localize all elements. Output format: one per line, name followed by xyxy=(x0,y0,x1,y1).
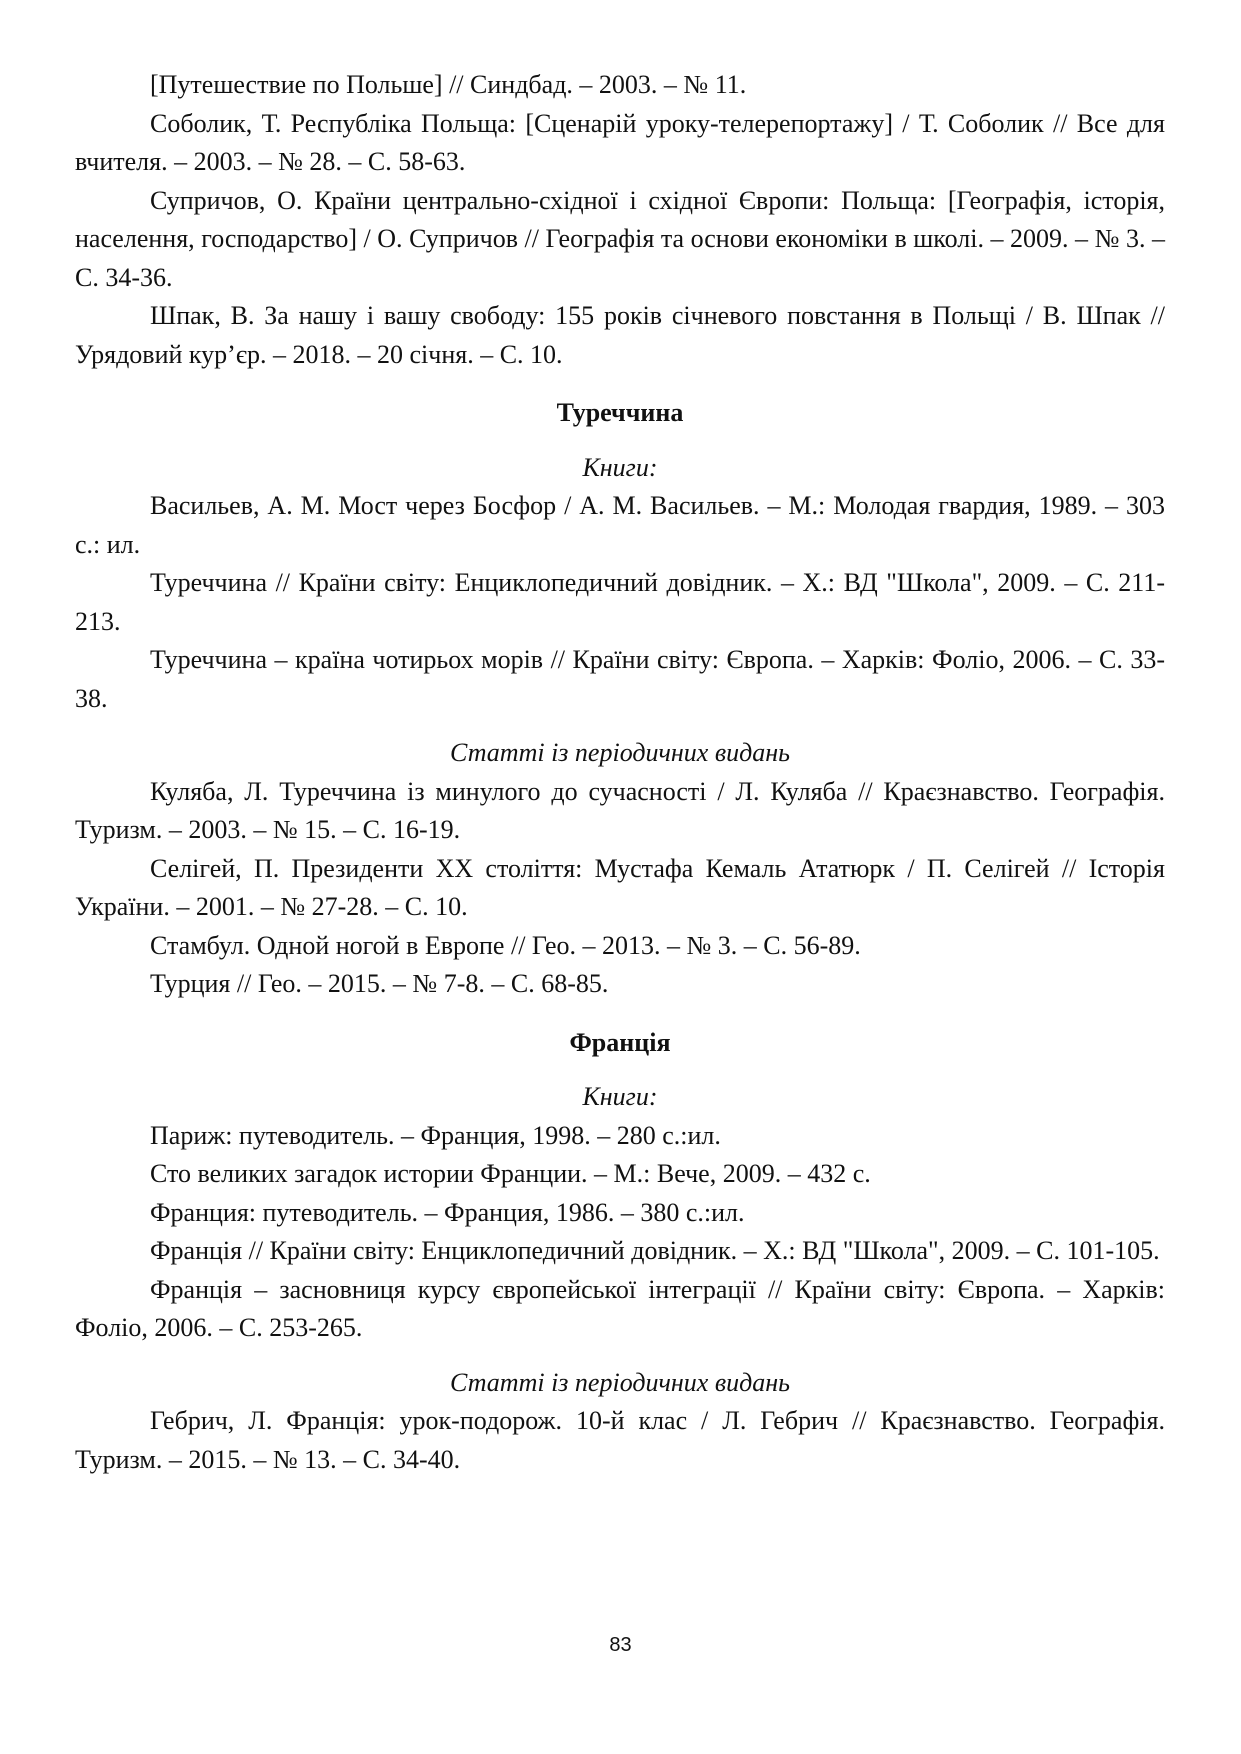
page-content xyxy=(75,66,1165,1479)
section-turkey xyxy=(75,394,1165,1004)
books-subheading: Книги: xyxy=(582,452,658,482)
bibliography-entry: Париж: путеводитель. – Франция, 1998. – 280 с.:ил. xyxy=(150,1120,721,1150)
bibliography-entry: Куляба, Л. Туреччина із минулого до сучасності / Л. Куляба // Краєзнавство. Географія. Туризм. – 2003. – № 15. – С. 16-19. xyxy=(75,776,1165,844)
bibliography-entry: Гебрич, Л. Франція: урок-подорож. 10-й клас / Л. Гебрич // Краєзнавство. Географія. Туризм. – 2015. – № 13. – С. 34-40. xyxy=(75,1406,1165,1474)
bibliography-entry: Франция: путеводитель. – Франция, 1986. – 380 с.:ил. xyxy=(150,1197,745,1227)
page-number: 83 xyxy=(609,1634,632,1656)
articles-subheading: Статті із періодичних видань xyxy=(449,1367,791,1397)
articles-subheading: Статті із періодичних видань xyxy=(449,738,791,767)
section-heading: Франція xyxy=(569,1027,671,1057)
section-france xyxy=(75,1024,1165,1480)
bibliography-entry: Франція – засновниця курсу європейської інтеграції // Країни світу: Європа. – Харків: Фоліо, 2006. – С. 253-265. xyxy=(75,1274,1165,1342)
section-heading: Туреччина xyxy=(556,398,684,427)
bibliography-entry: Соболик, Т. Республіка Польща: [Сценарій уроку-телерепортажу] / Т. Соболик // Все для вчителя. – 2003. – № 28. – С. 58-63. xyxy=(75,108,1165,176)
bibliography-entry: Турция // Гео. – 2015. – № 7-8. – С. 68-85. xyxy=(150,969,609,998)
bibliography-entry: [Путешествие по Польше] // Синдбад. – 2003. – № 11. xyxy=(150,70,747,99)
bibliography-entry: Стамбул. Одной ногой в Европе // Гео. – 2013. – № 3. – С. 56-89. xyxy=(150,930,861,960)
bibliography-entry: Васильев, А. М. Мост через Босфор / А. М. Васильев. – М.: Молодая гвардия, 1989. – 303 с.: ил. xyxy=(75,491,1165,559)
intro-entries xyxy=(75,66,1165,374)
bibliography-entry: Сто великих загадок истории Франции. – М.: Вече, 2009. – 432 с. xyxy=(150,1159,871,1188)
bibliography-entry: Селігей, П. Президенти ХХ століття: Мустафа Кемаль Ататюрк / П. Селігей // Історія України. – 2001. – № 27-28. – С. 10. xyxy=(75,853,1165,921)
bibliography-entry: Франція // Країни світу: Енциклопедичний довідник. – Х.: ВД "Школа", 2009. – С. 101-105. xyxy=(150,1236,1160,1265)
bibliography-entry: Туреччина // Країни світу: Енциклопедичний довідник. – Х.: ВД "Школа", 2009. – С. 211-213. xyxy=(75,568,1165,636)
bibliography-entry: Супричов, О. Країни центрально-східної і східної Європи: Польща: [Географія, історія, населення, господарство] / О. Супричов // Географія та основи економіки в школі. – 2009. – № 3. – С. 34-36. xyxy=(75,185,1165,292)
bibliography-entry: Шпак, В. За нашу і вашу свободу: 155 років січневого повстання в Польщі / В. Шпак // Урядовий кур’єр. – 2018. – 20 січня. – С. 10. xyxy=(75,301,1165,369)
books-subheading: Книги: xyxy=(582,1082,658,1111)
bibliography-entry: Туреччина – країна чотирьох морів // Країни світу: Європа. – Харків: Фоліо, 2006. – С. 33-38. xyxy=(75,645,1165,713)
